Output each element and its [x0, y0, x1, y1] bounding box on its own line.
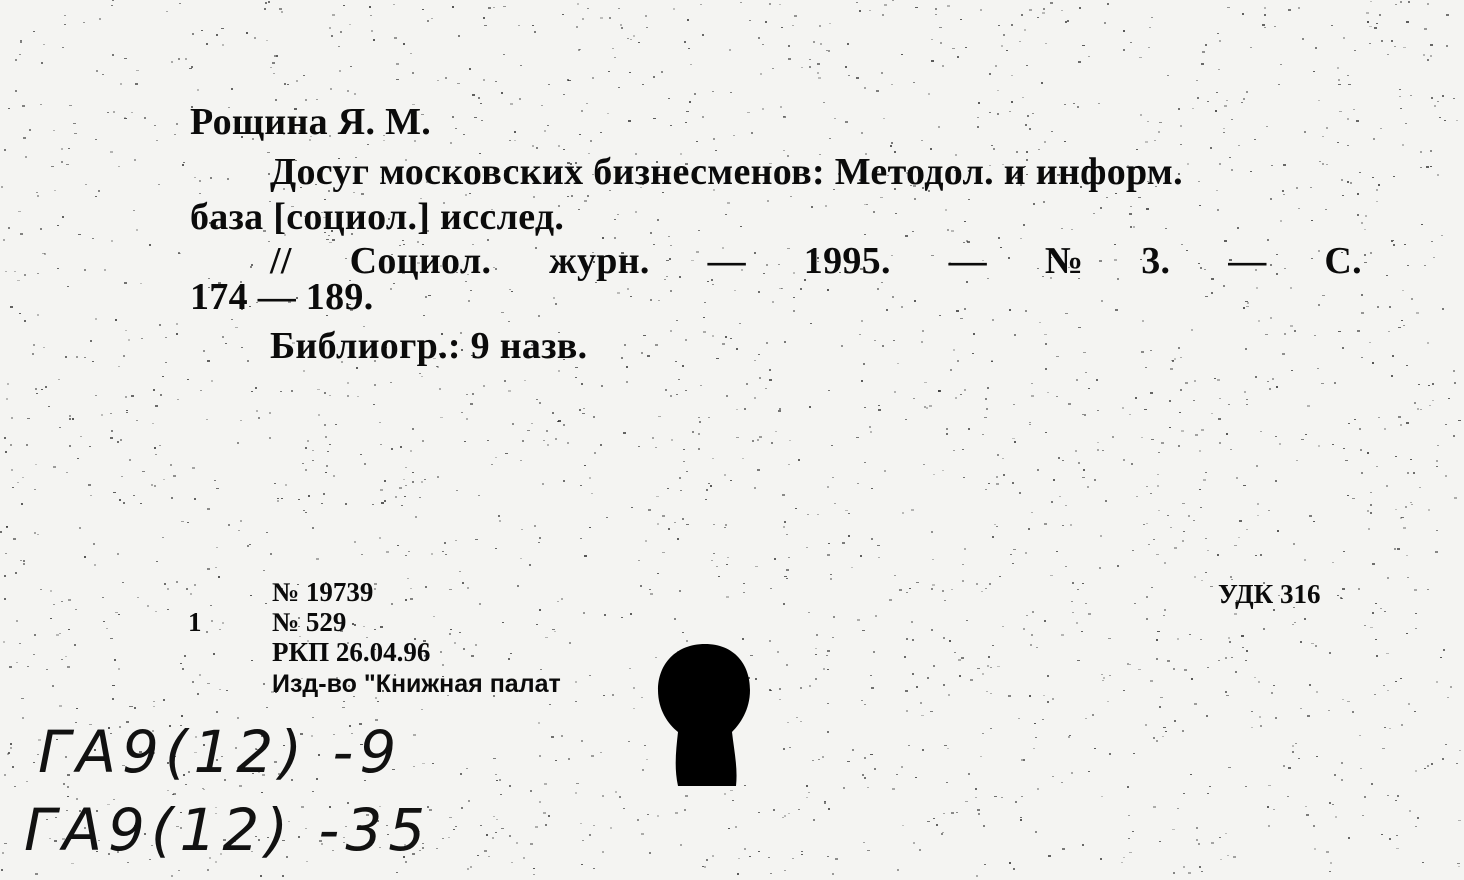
handwritten-shelfmark-2: ГА9(12) -35 [24, 796, 432, 864]
copy-count: 1 [188, 607, 202, 637]
rkp-date: РКП 26.04.96 [272, 637, 431, 667]
source-line-1 [270, 237, 1362, 285]
card-number-1: № 19739 [272, 577, 374, 607]
author-name: Рощина Я. М. [190, 101, 432, 143]
source-part: № [1044, 240, 1084, 282]
source-part: — [948, 240, 987, 282]
handwritten-shelfmark-1: ГА9(12) -9 [38, 718, 403, 786]
source-part: Социол. [349, 240, 492, 282]
source-part: С. [1324, 240, 1362, 282]
source-part: // [270, 240, 292, 282]
publisher-line: Изд-во "Книжная палат [272, 670, 561, 698]
source-part: 1995. [803, 240, 891, 282]
source-part: — [707, 240, 746, 282]
source-part: — [1228, 240, 1267, 282]
card-number-2: № 529 [272, 607, 347, 637]
title-line-1: Досуг московских бизнесменов: Методол. и информ. [270, 151, 1183, 193]
punch-hole [650, 640, 760, 790]
source-part: журн. [549, 240, 650, 282]
source-part: 3. [1141, 240, 1171, 282]
title-line-2: база [социол.] исслед. [190, 196, 565, 238]
udk-code: УДК 316 [1218, 579, 1321, 609]
bibliography-note: Библиогр.: 9 назв. [270, 325, 588, 367]
source-line-2: 174 — 189. [190, 276, 374, 318]
